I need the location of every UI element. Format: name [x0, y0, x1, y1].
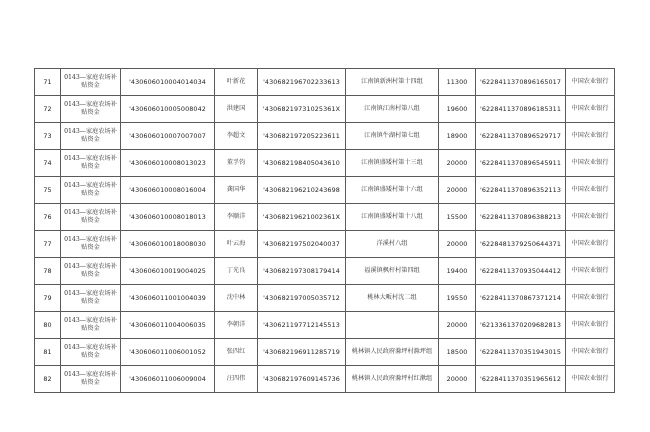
address-cell: 江南镇江南村第八组	[346, 96, 439, 123]
project-name-cell: 0143—家庭农场补贴资金	[61, 150, 121, 177]
account-number-cell: '6228411370896352113	[476, 177, 566, 204]
project-name-cell: 0143—家庭农场补贴资金	[61, 177, 121, 204]
address-cell: 桃林镇人民政府滁坪村滁坪组	[346, 339, 439, 366]
id-number-cell: '430682197205223611	[258, 123, 346, 150]
bank-cell: 中国农业银行	[566, 312, 615, 339]
id-number-cell: '430682196702233613	[258, 69, 346, 96]
row-number: 71	[35, 69, 61, 96]
table-row	[35, 96, 615, 123]
project-name-cell: 0143—家庭农场补贴资金	[61, 339, 121, 366]
name-cell: 李超文	[215, 123, 258, 150]
address-cell: 洋溪村八组	[346, 231, 439, 258]
row-number: 78	[35, 258, 61, 285]
bank-cell: 中国农业银行	[566, 69, 615, 96]
household-code-cell: '430606010007007007	[121, 123, 215, 150]
id-number-cell: '430682196210243698	[258, 177, 346, 204]
address-cell: 桃林镇人民政府滁坪村红漱组	[346, 366, 439, 393]
project-name-cell: 0143—家庭农场补贴资金	[61, 69, 121, 96]
name-cell: 叶云海	[215, 231, 258, 258]
project-name-cell: 0143—家庭农场补贴资金	[61, 285, 121, 312]
table-row	[35, 312, 615, 339]
table-row	[35, 339, 615, 366]
household-code-cell: '430606010004014034	[121, 69, 215, 96]
project-name-cell: 0143—家庭农场补贴资金	[61, 123, 121, 150]
table-row	[35, 258, 615, 285]
project-name-cell: 0143—家庭农场补贴资金	[61, 366, 121, 393]
row-number: 74	[35, 150, 61, 177]
bank-cell: 中国农业银行	[566, 204, 615, 231]
account-number-cell: '6228411370896388213	[476, 204, 566, 231]
id-number-cell: '430682197609145736	[258, 366, 346, 393]
address-cell: 江南镇盛矮村第十八组	[346, 204, 439, 231]
household-code-cell: '430606010018008030	[121, 231, 215, 258]
row-number: 81	[35, 339, 61, 366]
table-row	[35, 366, 615, 393]
account-number-cell: '6228411370867371214	[476, 285, 566, 312]
bank-cell: 中国农业银行	[566, 366, 615, 393]
row-number: 75	[35, 177, 61, 204]
name-cell: 张四红	[215, 339, 258, 366]
name-cell: 李顺洋	[215, 204, 258, 231]
name-cell: 汪四伟	[215, 366, 258, 393]
amount-cell: 20000	[439, 231, 476, 258]
household-code-cell: '430606010008016004	[121, 177, 215, 204]
name-cell: 洪建国	[215, 96, 258, 123]
bank-cell: 中国农业银行	[566, 123, 615, 150]
project-name-cell: 0143—家庭农场补贴资金	[61, 231, 121, 258]
bank-cell: 中国农业银行	[566, 177, 615, 204]
household-code-cell: '430606011006001052	[121, 339, 215, 366]
amount-cell: 19550	[439, 285, 476, 312]
name-cell: 龚国华	[215, 177, 258, 204]
address-cell	[346, 312, 439, 339]
name-cell: 董孚钧	[215, 150, 258, 177]
account-number-cell: '6228411370351943015	[476, 339, 566, 366]
address-cell: 江南镇新洲村第十四组	[346, 69, 439, 96]
table-row	[35, 204, 615, 231]
account-number-cell: '6228411370896185311	[476, 96, 566, 123]
row-number: 80	[35, 312, 61, 339]
bank-cell: 中国农业银行	[566, 150, 615, 177]
household-code-cell: '430606011006009004	[121, 366, 215, 393]
bank-cell: 中国农业银行	[566, 231, 615, 258]
subsidy-table	[34, 68, 615, 393]
bank-cell: 中国农业银行	[566, 285, 615, 312]
id-number-cell: '430682197308179414	[258, 258, 346, 285]
amount-cell: 18500	[439, 339, 476, 366]
household-code-cell: '430606010008013023	[121, 150, 215, 177]
amount-cell: 18900	[439, 123, 476, 150]
project-name-cell: 0143—家庭农场补贴资金	[61, 204, 121, 231]
account-number-cell: '6213361370209682813	[476, 312, 566, 339]
table-row	[35, 231, 615, 258]
id-number-cell: '43068219731025361X	[258, 96, 346, 123]
id-number-cell: '43068219621002361X	[258, 204, 346, 231]
id-number-cell: '430682198405043610	[258, 150, 346, 177]
household-code-cell: '430606010019004025	[121, 258, 215, 285]
id-number-cell: '430682197005035712	[258, 285, 346, 312]
row-number: 79	[35, 285, 61, 312]
row-number: 77	[35, 231, 61, 258]
account-number-cell: '6228411370351965612	[476, 366, 566, 393]
table-row	[35, 69, 615, 96]
row-number: 73	[35, 123, 61, 150]
row-number: 72	[35, 96, 61, 123]
name-cell: 丁光良	[215, 258, 258, 285]
account-number-cell: '6228411370896165017	[476, 69, 566, 96]
address-cell: 江南镇盛矮村第十六组	[346, 177, 439, 204]
amount-cell: 19400	[439, 258, 476, 285]
id-number-cell: '430682197502040037	[258, 231, 346, 258]
amount-cell: 11300	[439, 69, 476, 96]
row-number: 76	[35, 204, 61, 231]
account-number-cell: '6228411370896529717	[476, 123, 566, 150]
name-cell: 李朝洋	[215, 312, 258, 339]
household-code-cell: '430606010005008042	[121, 96, 215, 123]
amount-cell: 20000	[439, 177, 476, 204]
name-cell: 沈中林	[215, 285, 258, 312]
amount-cell: 20000	[439, 150, 476, 177]
project-name-cell: 0143—家庭农场补贴资金	[61, 96, 121, 123]
id-number-cell: '430621197712145513	[258, 312, 346, 339]
amount-cell: 20000	[439, 366, 476, 393]
account-number-cell: '6228481379250644371	[476, 231, 566, 258]
row-number: 82	[35, 366, 61, 393]
name-cell: 叶新花	[215, 69, 258, 96]
bank-cell: 中国农业银行	[566, 96, 615, 123]
address-cell: 福溪镇枫杆村第四组	[346, 258, 439, 285]
bank-cell: 中国农业银行	[566, 339, 615, 366]
household-code-cell: '430606011001004039	[121, 285, 215, 312]
amount-cell: 20000	[439, 312, 476, 339]
address-cell: 桃林大畈村沈二组	[346, 285, 439, 312]
address-cell: 江南镇牛湖村第七组	[346, 123, 439, 150]
project-name-cell: 0143—家庭农场补贴资金	[61, 312, 121, 339]
table-row	[35, 177, 615, 204]
amount-cell: 15500	[439, 204, 476, 231]
table-row	[35, 123, 615, 150]
household-code-cell: '430606011004006035	[121, 312, 215, 339]
table-row	[35, 285, 615, 312]
id-number-cell: '430682196911285719	[258, 339, 346, 366]
account-number-cell: '6228411370896545911	[476, 150, 566, 177]
amount-cell: 19600	[439, 96, 476, 123]
household-code-cell: '430606010008018013	[121, 204, 215, 231]
table-row	[35, 150, 615, 177]
address-cell: 江南镇盛矮村第十三组	[346, 150, 439, 177]
account-number-cell: '6228411370935044412	[476, 258, 566, 285]
bank-cell: 中国农业银行	[566, 258, 615, 285]
project-name-cell: 0143—家庭农场补贴资金	[61, 258, 121, 285]
